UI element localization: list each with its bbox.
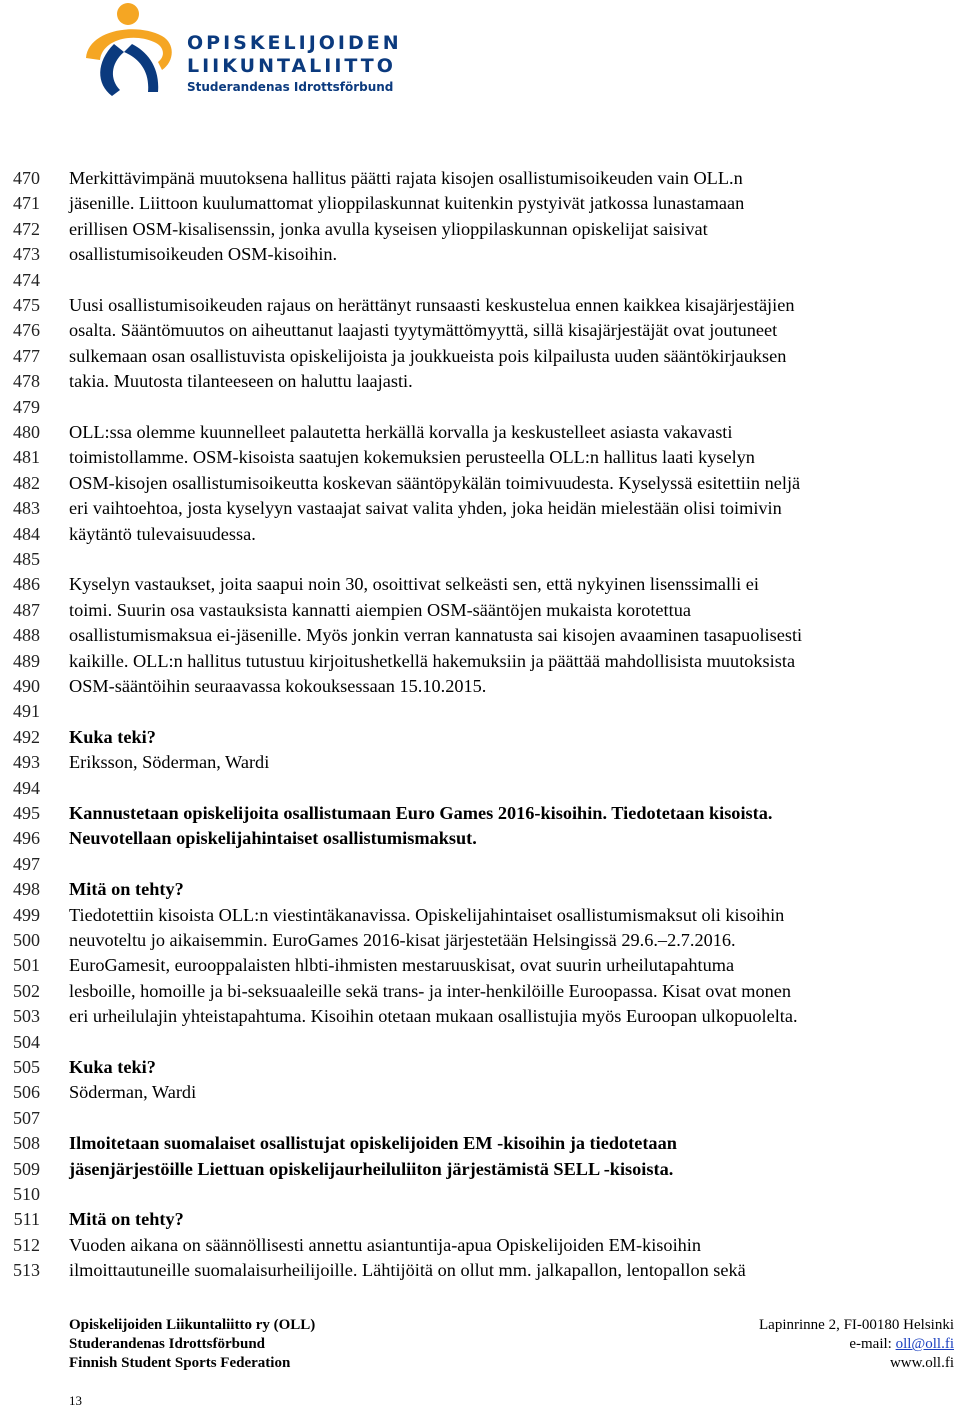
line-number: 473 (13, 244, 40, 265)
line-number: 490 (13, 676, 40, 696)
text-line: EuroGamesit, eurooppalaisten hlbti-ihmisten mestaruuskisat, ovat suurin urheilutapahtuma (69, 955, 735, 976)
line-number: 477 (13, 345, 40, 366)
footer-org-name-english: Finnish Student Sports Federation (69, 1355, 291, 1371)
text-line: Söderman, Wardi (69, 1082, 197, 1103)
line-number: 484 (13, 523, 40, 544)
sports-figure-logo-icon (66, 0, 186, 100)
text-line: Uusi osallistumisoikeuden rajaus on herättänyt runsaasti keskustelua ennen kaikkea kisajärjestäjien (69, 295, 795, 315)
line-number: 471 (13, 193, 40, 214)
footer-address: Lapinrinne 2, FI-00180 Helsinki (759, 1317, 954, 1333)
line-number: 510 (13, 1184, 40, 1204)
text-line: osallistumisoikeuden OSM-kisoihin. (69, 244, 338, 265)
text-line: osalta. Sääntömuutos on aiheuttanut laajasti tyytymättömyyttä, sillä kisajärjestäjät ovat joutuneet (69, 320, 778, 341)
line-number: 511 (13, 1209, 40, 1230)
footer-org-name-swedish: Studerandenas Idrottsförbund (69, 1336, 266, 1352)
line-number: 487 (13, 599, 40, 620)
line-number: 503 (13, 1006, 40, 1027)
footer-org-name: Opiskelijoiden Liikuntaliitto ry (OLL) (69, 1317, 316, 1333)
text-line: Eriksson, Söderman, Wardi (69, 752, 270, 773)
text-line: OLL:ssa olemme kuunnelleet palautetta herkällä korvalla ja keskustelleet asiasta vakavasti (69, 422, 733, 442)
line-number: 504 (13, 1031, 40, 1052)
text-line: toimistollamme. OSM-kisoista saatujen kokemuksien perusteella OLL:n hallitus laati kyselyn (69, 447, 755, 468)
text-line: Kyselyn vastaukset, joita saapui noin 30, osoittivat selkeästi sen, että nykyinen lisenssimalli ei (69, 574, 760, 595)
text-line: eri urheilulajin yhteistapahtuma. Kisoihin otetaan mukaan osallistujia myös Euroopan ulkopuolelta. (69, 1006, 798, 1027)
line-number: 494 (13, 777, 40, 798)
line-number: 512 (13, 1234, 40, 1255)
line-number: 475 (13, 295, 40, 315)
line-number: 509 (13, 1158, 40, 1179)
line-number: 495 (13, 803, 40, 823)
heading-line: Ilmoitetaan suomalaiset osallistujat opiskelijoiden EM -kisoihin ja tiedotetaan (69, 1133, 677, 1154)
logo-text-line2: LIIKUNTALIITTO (187, 55, 396, 77)
line-number: 481 (13, 447, 40, 468)
text-line: Tiedotettiin kisoista OLL:n viestintäkanavissa. Opiskelijahintaiset osallistumismaksut oli kisoihin (69, 904, 785, 925)
heading-line: jäsenjärjestöille Liettuan opiskelijaurheiluliiton järjestämistä SELL -kisoista. (69, 1158, 674, 1179)
line-number: 483 (13, 498, 40, 519)
text-line: takia. Muutosta tilanteeseen on haluttu laajasti. (69, 371, 413, 392)
line-number: 491 (13, 701, 40, 722)
line-number: 472 (13, 218, 40, 239)
heading-line: Kuka teki? (69, 726, 156, 747)
text-line: eri vaihtoehtoa, josta kyselyyn vastaajat saivat valita yhden, joka heidän mielestään olisi toimivin (69, 498, 782, 519)
text-line: erillisen OSM-kisalisenssin, jonka avulla kyseisen ylioppilaskunnan opiskelijat saisivat (69, 218, 708, 239)
line-number: 505 (13, 1057, 40, 1077)
line-number: 476 (13, 320, 40, 341)
line-number: 488 (13, 625, 40, 646)
text-line: OSM-sääntöihin seuraavassa kokouksessaan 15.10.2015. (69, 676, 487, 696)
text-line: neuvoteltu jo aikaisemmin. EuroGames 2016-kisat järjestetään Helsingissä 29.6.–2.7.2016. (69, 930, 736, 950)
text-line: osallistumismaksua ei-jäsenille. Myös jonkin verran kannatusta sai kisojen avaaminen tasapuolisesti (69, 625, 803, 646)
footer-email (849, 1335, 954, 1354)
text-line: Merkittävimpänä muutoksena hallitus päätti rajata kisojen osallistumisoikeuden vain OLL.n (69, 168, 743, 188)
text-line: ilmoittautuneille suomalaisurheilijoille. Lähtijöitä on ollut mm. jalkapallon, lentopallon sekä (69, 1260, 746, 1281)
line-number: 470 (13, 168, 40, 188)
line-number: 480 (13, 422, 40, 442)
line-number: 497 (13, 853, 40, 874)
heading-line: Neuvotellaan opiskelijahintaiset osallistumismaksut. (69, 828, 477, 849)
line-number: 496 (13, 828, 40, 849)
line-number: 482 (13, 472, 40, 493)
line-number: 474 (13, 269, 40, 290)
text-line: OSM-kisojen osallistumisoikeutta koskevan sääntöpykälän toimivuudesta. Kyselyssä esitettiin neljä (69, 472, 801, 493)
text-line: lesboille, homoille ja bi-seksuaaleille sekä trans- ja inter-henkilöille Euroopassa. Kisat ovat monen (69, 980, 792, 1001)
footer-website[interactable]: www.oll.fi (889, 1355, 954, 1371)
organization-logo (66, 0, 402, 100)
line-number: 478 (13, 371, 40, 392)
line-number: 507 (13, 1107, 40, 1128)
email-link[interactable]: oll@oll.fi (895, 1336, 954, 1352)
heading-line: Kannustetaan opiskelijoita osallistumaan Euro Games 2016-kisoihin. Tiedotetaan kisoista. (69, 803, 773, 823)
line-number: 492 (13, 726, 40, 747)
heading-line: Mitä on tehty? (69, 879, 184, 900)
text-line: Vuoden aikana on säännöllisesti annettu asiantuntija-apua Opiskelijoiden EM-kisoihin (69, 1234, 702, 1255)
text-line: toimi. Suurin osa vastauksista kannatti aiempien OSM-sääntöjen mukaista korotettua (69, 599, 691, 620)
line-number: 513 (13, 1260, 40, 1281)
heading-line: Mitä on tehty? (69, 1209, 184, 1230)
line-number: 499 (13, 904, 40, 925)
line-number: 479 (13, 396, 40, 417)
text-line: käytäntö tulevaisuudessa. (69, 523, 256, 544)
text-line: sulkemaan osan osallistuvista opiskelijoista ja joukkueista pois kilpailusta uuden sääntökirjauksen (69, 345, 787, 366)
logo-text-line3: Studerandenas Idrottsförbund (187, 80, 394, 94)
line-number: 498 (13, 879, 40, 900)
line-number: 501 (13, 955, 40, 976)
line-number: 489 (13, 650, 40, 671)
line-number: 486 (13, 574, 40, 595)
page-footer (0, 1316, 960, 1376)
page-number: 13 (69, 1393, 82, 1408)
text-line: kaikille. OLL:n hallitus tutustuu kirjoitushetkellä hakemuksiin ja päättää mahdollisista muutoksista (69, 650, 796, 671)
text-line: jäsenille. Liittoon kuulumattomat ylioppilaskunnat kuitenkin pystyivät jatkossa lunastamaan (69, 193, 745, 214)
line-number: 502 (13, 980, 40, 1001)
heading-line: Kuka teki? (69, 1057, 156, 1077)
line-number: 500 (13, 930, 40, 950)
line-number: 493 (13, 752, 40, 773)
footer-email-label: e-mail: (849, 1336, 896, 1352)
line-number: 506 (13, 1082, 40, 1103)
line-number: 485 (13, 549, 40, 569)
line-number: 508 (13, 1133, 40, 1154)
logo-text-line1: OPISKELIJOIDEN (187, 32, 402, 54)
